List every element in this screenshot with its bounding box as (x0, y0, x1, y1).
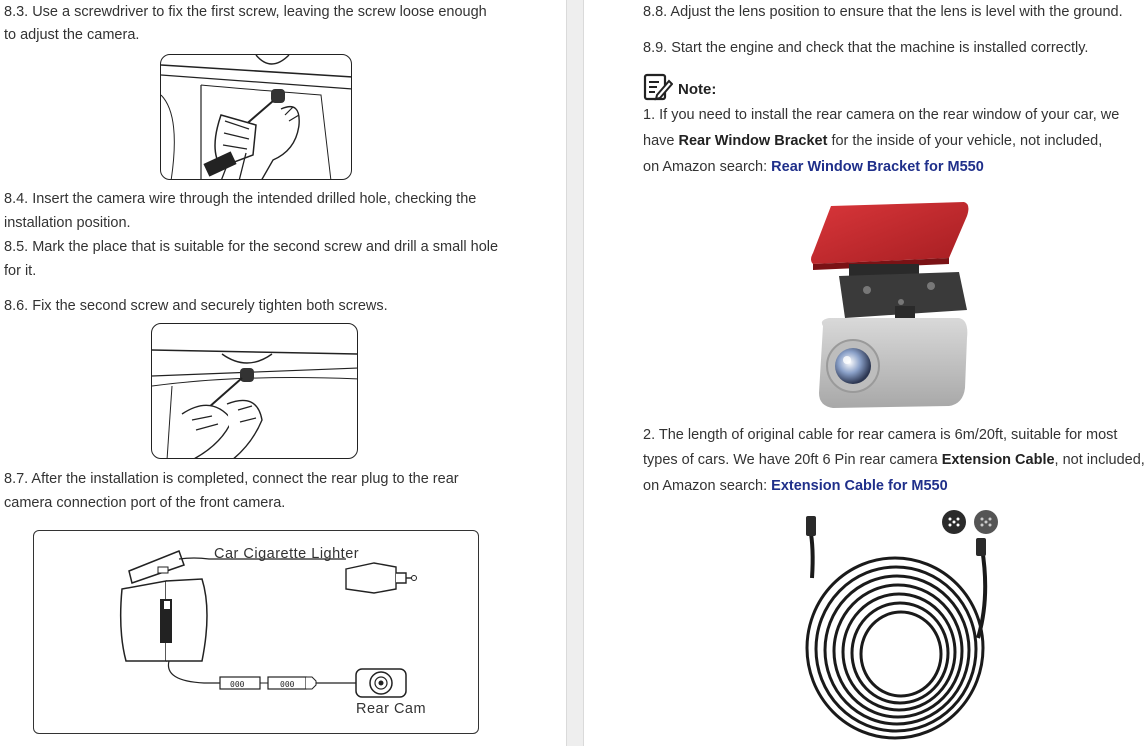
connection-diagram (33, 530, 479, 734)
left-page (0, 0, 566, 746)
note-icon (643, 73, 675, 103)
screw-install-drawing (161, 55, 352, 180)
svg-text:000: 000 (230, 680, 245, 689)
step-8-4-line1: 8.4. Insert the camera wire through the intended drilled hole, checking the (4, 191, 477, 207)
extension-cable-image (800, 508, 1010, 744)
svg-text:000: 000 (280, 680, 295, 689)
step-8-5-line2: for it. (4, 263, 37, 279)
note1-line3: on Amazon search: Rear Window Bracket for M550 (643, 159, 984, 175)
note2-line3: on Amazon search: Extension Cable for M550 (643, 478, 948, 494)
note-title: Note: (678, 81, 717, 98)
note1-line1: 1. If you need to install the rear camera on the rear window of your car, we (643, 107, 1120, 123)
extension-cable-bold: Extension Cable (941, 452, 1055, 468)
note1-line2: have Rear Window Bracket for the inside of your vehicle, not included, (643, 133, 1103, 149)
note2-line1: 2. The length of original cable for rear camera is 6m/20ft, suitable for most (643, 427, 1118, 443)
note2-line2: types of cars. We have 20ft 6 Pin rear camera Extension Cable, not included, (643, 452, 1145, 468)
step-8-7-line2: camera connection port of the front camera. (4, 495, 286, 511)
step-8-6: 8.6. Fix the second screw and securely tighten both screws. (4, 298, 388, 314)
rear-window-bracket-link[interactable]: Rear Window Bracket for M550 (771, 159, 984, 175)
second-screw-drawing (152, 324, 358, 459)
step-8-3-line2: to adjust the camera. (4, 27, 140, 43)
step-8-9: 8.9. Start the engine and check that the machine is installed correctly. (643, 40, 1089, 56)
rear-window-bracket-bold: Rear Window Bracket (678, 133, 828, 149)
step-8-4-line2: installation position. (4, 215, 131, 231)
screwdriver-illustration-2 (151, 323, 358, 459)
cigarette-lighter-label: Car Cigarette Lighter (214, 546, 360, 562)
screwdriver-illustration-1 (160, 54, 352, 180)
step-8-8: 8.8. Adjust the lens position to ensure that the lens is level with the ground. (643, 4, 1123, 20)
extension-cable-link[interactable]: Extension Cable for M550 (771, 478, 948, 494)
page-gutter (566, 0, 584, 746)
rear-window-bracket-image (809, 198, 974, 413)
right-page (584, 0, 1147, 746)
rear-cam-label: Rear Cam (356, 701, 427, 717)
step-8-7-line1: 8.7. After the installation is completed, connect the rear plug to the rear (4, 471, 459, 487)
step-8-5-line1: 8.5. Mark the place that is suitable for the second screw and drill a small hole (4, 239, 499, 255)
step-8-3-line1: 8.3. Use a screwdriver to fix the first screw, leaving the screw loose enough (4, 4, 487, 20)
